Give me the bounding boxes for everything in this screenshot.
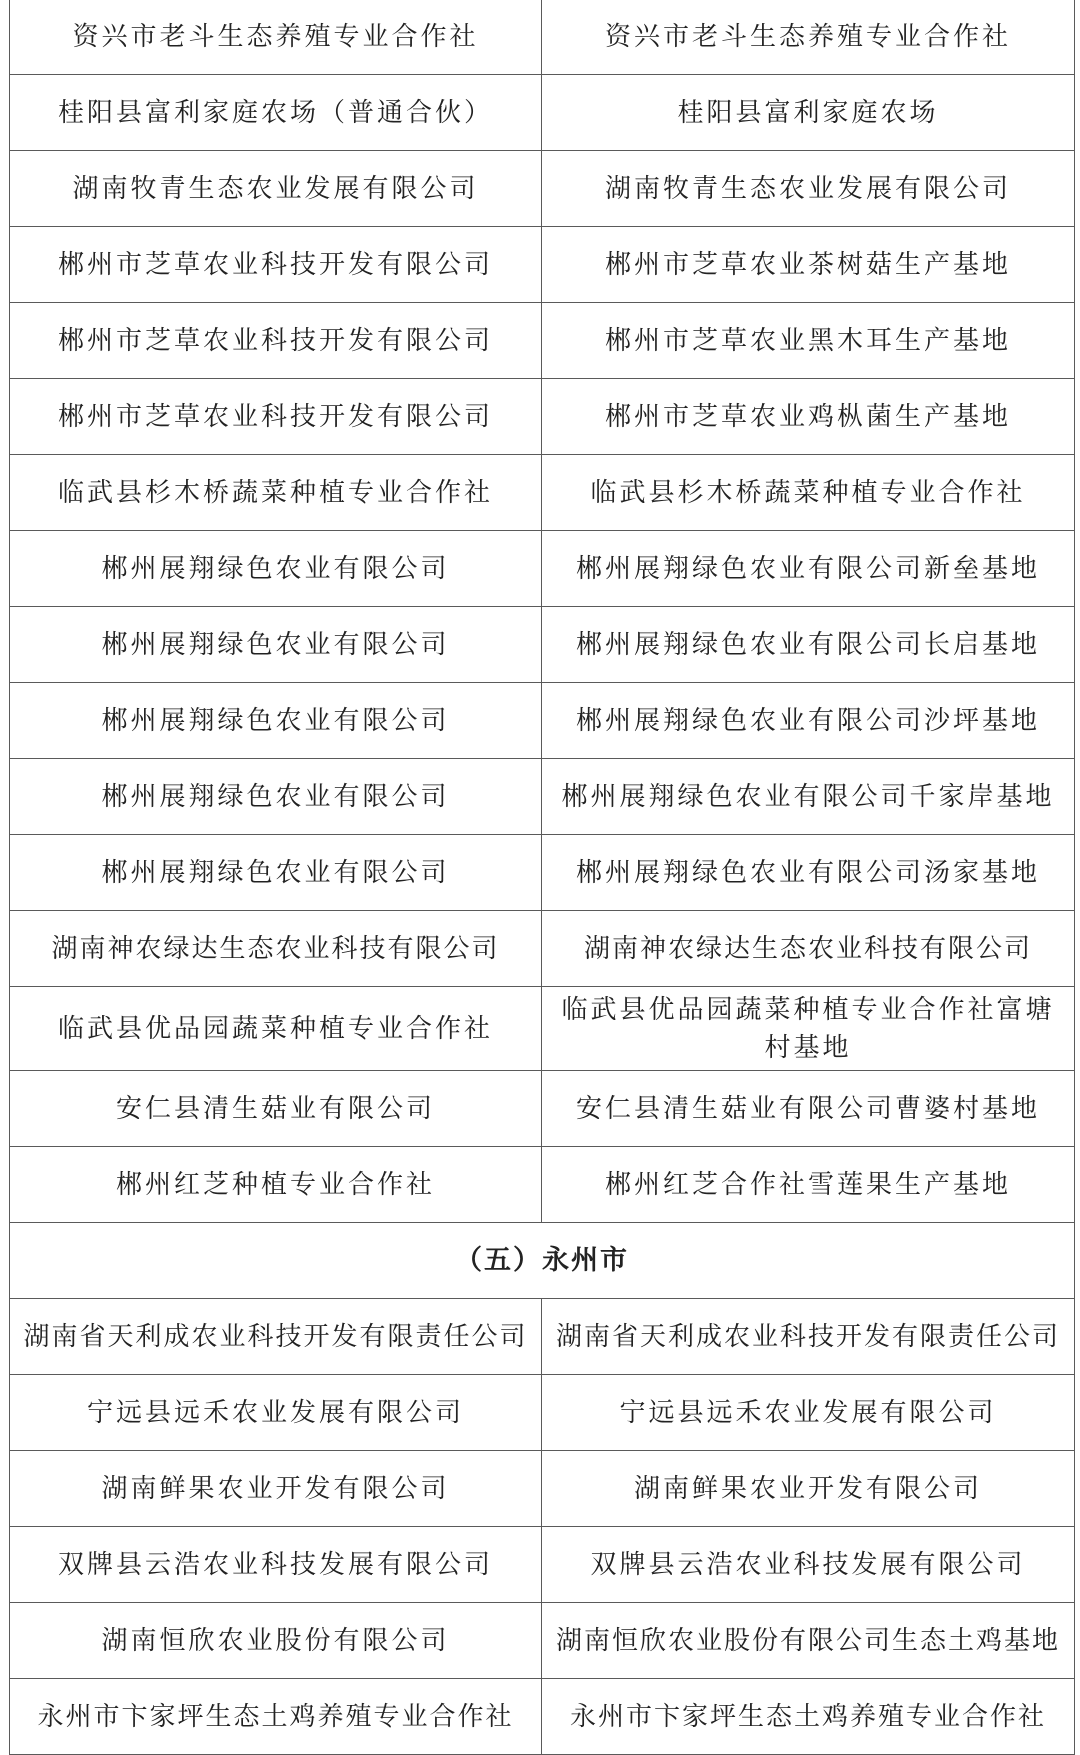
base-cell: 安仁县清生菇业有限公司曹婆村基地: [542, 1071, 1075, 1147]
base-cell: 郴州展翔绿色农业有限公司沙坪基地: [542, 683, 1075, 759]
base-cell: 湖南神农绿达生态农业科技有限公司: [542, 911, 1075, 987]
base-cell: 郴州展翔绿色农业有限公司新垒基地: [542, 531, 1075, 607]
base-cell: 宁远县远禾农业发展有限公司: [542, 1375, 1075, 1451]
entity-cell: 安仁县清生菇业有限公司: [10, 1071, 542, 1147]
table-row: [10, 227, 1075, 303]
entity-cell: 湖南神农绿达生态农业科技有限公司: [10, 911, 542, 987]
base-cell: 郴州展翔绿色农业有限公司汤家基地: [542, 835, 1075, 911]
table-row: [10, 1451, 1075, 1527]
base-cell: 湖南省天利成农业科技开发有限责任公司: [542, 1299, 1075, 1375]
table-row: [10, 1299, 1075, 1375]
entity-cell: 湖南恒欣农业股份有限公司: [10, 1603, 542, 1679]
base-cell: 湖南鲜果农业开发有限公司: [542, 1451, 1075, 1527]
section-title: （五）永州市: [10, 1223, 1075, 1299]
table-body: [10, 0, 1075, 1755]
base-cell: 郴州市芝草农业黑木耳生产基地: [542, 303, 1075, 379]
table-row: [10, 911, 1075, 987]
entity-cell: 郴州展翔绿色农业有限公司: [10, 759, 542, 835]
entity-cell: 郴州展翔绿色农业有限公司: [10, 835, 542, 911]
table-row: [10, 0, 1075, 75]
table-row: [10, 379, 1075, 455]
entity-cell: 临武县杉木桥蔬菜种植专业合作社: [10, 455, 542, 531]
table-row: [10, 151, 1075, 227]
table-row: [10, 531, 1075, 607]
base-cell: 双牌县云浩农业科技发展有限公司: [542, 1527, 1075, 1603]
entity-cell: 湖南牧青生态农业发展有限公司: [10, 151, 542, 227]
table-row: [10, 987, 1075, 1071]
base-cell: 郴州市芝草农业茶树菇生产基地: [542, 227, 1075, 303]
table-row: [10, 1147, 1075, 1223]
entity-cell: 桂阳县富利家庭农场（普通合伙）: [10, 75, 542, 151]
entity-cell: 郴州展翔绿色农业有限公司: [10, 607, 542, 683]
entity-cell: 永州市卞家坪生态土鸡养殖专业合作社: [10, 1679, 542, 1755]
section-header-row: [10, 1223, 1075, 1299]
entity-cell: 宁远县远禾农业发展有限公司: [10, 1375, 542, 1451]
entity-cell: 双牌县云浩农业科技发展有限公司: [10, 1527, 542, 1603]
table-row: [10, 303, 1075, 379]
table-row: [10, 1527, 1075, 1603]
entity-cell: 郴州展翔绿色农业有限公司: [10, 531, 542, 607]
table-row: [10, 1603, 1075, 1679]
entity-cell: 郴州市芝草农业科技开发有限公司: [10, 227, 542, 303]
base-cell: 桂阳县富利家庭农场: [542, 75, 1075, 151]
base-cell: 郴州展翔绿色农业有限公司长启基地: [542, 607, 1075, 683]
table-row: [10, 607, 1075, 683]
entity-cell: 郴州市芝草农业科技开发有限公司: [10, 379, 542, 455]
base-cell: 郴州红芝合作社雪莲果生产基地: [542, 1147, 1075, 1223]
table-row: [10, 455, 1075, 531]
base-cell: 资兴市老斗生态养殖专业合作社: [542, 0, 1075, 75]
entity-cell: 郴州展翔绿色农业有限公司: [10, 683, 542, 759]
table-row: [10, 835, 1075, 911]
base-cell: 郴州展翔绿色农业有限公司千家岸基地: [542, 759, 1075, 835]
entity-cell: 资兴市老斗生态养殖专业合作社: [10, 0, 542, 75]
base-cell: 郴州市芝草农业鸡枞菌生产基地: [542, 379, 1075, 455]
table-row: [10, 683, 1075, 759]
base-cell: 临武县优品园蔬菜种植专业合作社富塘村基地: [542, 987, 1075, 1071]
table-row: [10, 1071, 1075, 1147]
entity-cell: 郴州市芝草农业科技开发有限公司: [10, 303, 542, 379]
entity-cell: 临武县优品园蔬菜种植专业合作社: [10, 987, 542, 1071]
table-row: [10, 1679, 1075, 1755]
entity-cell: 湖南省天利成农业科技开发有限责任公司: [10, 1299, 542, 1375]
base-cell: 永州市卞家坪生态土鸡养殖专业合作社: [542, 1679, 1075, 1755]
table-row: [10, 75, 1075, 151]
table-row: [10, 1375, 1075, 1451]
table-row: [10, 759, 1075, 835]
entity-cell: 郴州红芝种植专业合作社: [10, 1147, 542, 1223]
base-cell: 湖南恒欣农业股份有限公司生态土鸡基地: [542, 1603, 1075, 1679]
entity-cell: 湖南鲜果农业开发有限公司: [10, 1451, 542, 1527]
base-cell: 临武县杉木桥蔬菜种植专业合作社: [542, 455, 1075, 531]
enterprise-base-table: [9, 0, 1075, 1755]
base-cell: 湖南牧青生态农业发展有限公司: [542, 151, 1075, 227]
